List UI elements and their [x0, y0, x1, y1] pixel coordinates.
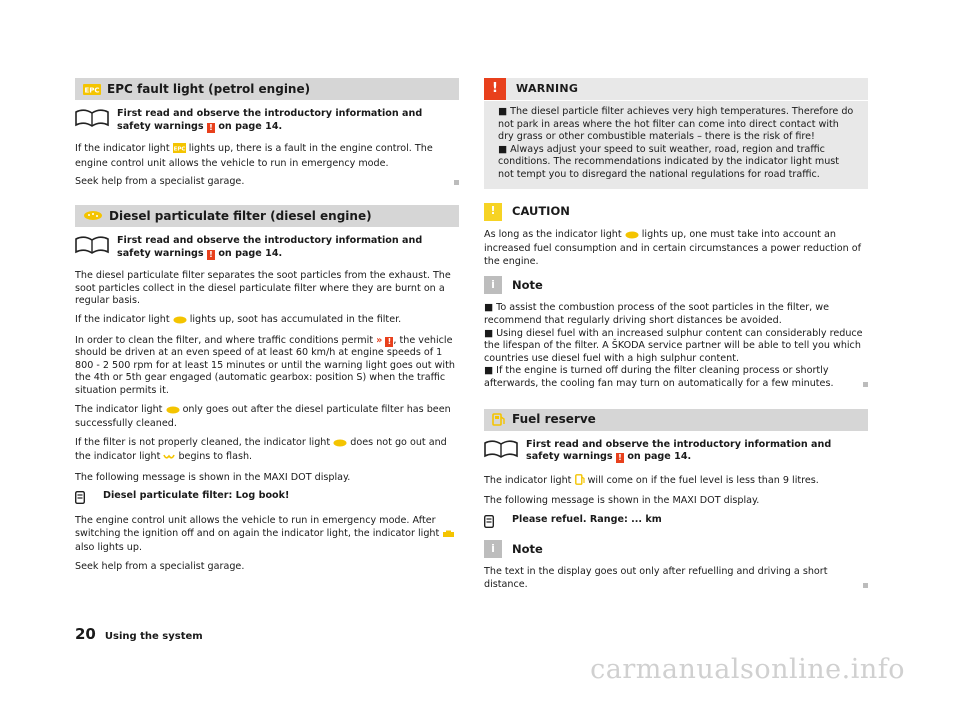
paragraph: In order to clean the filter, and where traffic conditions permit » ! , the vehicle should be driven at an even speed of at least 60 km/h at engine speeds of 1 800 - 2 500 rpm for at least 15 minutes or until the warning light goes out with the 4th or 5th gear engaged (automatic gearbox: position S) when the traffic situation permits it. — [75, 334, 455, 396]
warning-bullet: ■ Always adjust your speed to suit weather, road, region and traffic conditions. The recommendations indicated by the indicator light must not tempt you to disregard the national regulations for road traffic. — [498, 143, 840, 180]
caution-header — [484, 203, 868, 221]
dpf-indicator-icon — [333, 439, 347, 452]
display-message-icon — [75, 490, 89, 509]
watermark: carmanualsonline.info — [590, 654, 905, 685]
warning-body — [484, 101, 868, 189]
read-first-notice-epc — [75, 108, 459, 133]
fuel-pump-icon — [492, 413, 506, 426]
book-icon — [484, 440, 518, 464]
display-message-text: Diesel particulate filter: Log book! — [103, 490, 290, 502]
continue-arrow-icon[interactable]: » — [376, 334, 383, 346]
maxi-dot-message — [484, 514, 868, 533]
info-icon: i — [484, 540, 502, 558]
paragraph: The following message is shown in the MAXI DOT display. — [484, 495, 760, 507]
exclamation-icon: ! — [484, 78, 506, 100]
note-title: Note — [512, 542, 543, 557]
info-icon: i — [484, 276, 502, 294]
section-header-dpf — [75, 205, 459, 227]
dpf-indicator-icon — [166, 406, 180, 419]
display-message-text: Please refuel. Range: ... km — [512, 513, 662, 525]
warning-bullet: ■ The diesel particle filter achieves very high temperatures. Therefore do not park in areas where the hot filter can come into direct contact with dry grass or other combustible materials – there is the risk of fire! — [498, 106, 854, 143]
paragraph: The following message is shown in the MAXI DOT display. — [75, 471, 351, 483]
book-icon — [75, 109, 109, 133]
section-title-dpf: Diesel particulate filter (diesel engine) — [109, 208, 372, 223]
warning-title: WARNING — [516, 81, 579, 95]
paragraph: The diesel particulate filter separates the soot particles from the exhaust. The soot particles collect in the diesel particulate filter where they are burnt on a regular basis. — [75, 270, 451, 307]
note-paragraph: The text in the display goes out only after refuelling and driving a short distance. — [484, 566, 868, 591]
note-title: Note — [512, 278, 543, 293]
page-footer — [75, 625, 203, 644]
warning-ref-icon: ! — [207, 250, 215, 260]
paragraph: The engine control unit allows the vehicle to run in emergency mode. After switching the ignition off and on again the indicator light, the indicator light also lights up. — [75, 515, 459, 555]
diesel-particulate-filter-icon — [83, 210, 103, 221]
warning-ref-icon[interactable]: ! — [385, 337, 393, 347]
warning-box — [484, 78, 868, 189]
paragraph: The indicator light will come on if the fuel level is less than 9 litres. — [484, 474, 868, 490]
dpf-indicator-icon — [625, 231, 639, 244]
section-end-mark — [454, 180, 459, 185]
note-bullet: ■ If the engine is turned off during the filter cleaning process or shortly afterwards, the cooling fan may turn on automatically for a few minutes. — [484, 365, 868, 390]
dpf-indicator-icon — [173, 316, 187, 329]
paragraph: Seek help from a specialist garage. — [75, 176, 459, 189]
fuel-indicator-icon — [575, 474, 585, 490]
paragraph: If the indicator light EPC lights up, there is a fault in the engine control. The engine control unit allows the vehicle to run in emergency mode. — [75, 143, 433, 169]
glow-plug-indicator-icon — [163, 453, 175, 466]
caution-paragraph: As long as the indicator light lights up, one must take into account an increased fuel consumption and in certain circumstances a power reduction of the engine. — [484, 228, 861, 267]
svg-text:EPC: EPC — [173, 146, 186, 153]
warning-ref-icon: ! — [207, 123, 215, 133]
paragraph: If the indicator light lights up, soot has accumulated in the filter. — [75, 314, 459, 329]
note-header — [484, 540, 868, 558]
epc-indicator-icon — [173, 143, 186, 158]
book-icon — [75, 236, 109, 260]
read-first-text[interactable]: First read and observe the introductory information and safety warnings ! on page 14. — [117, 234, 423, 259]
section-title-fuel: Fuel reserve — [512, 412, 596, 427]
section-end-mark — [863, 583, 868, 588]
page-number: 20 — [75, 625, 96, 643]
epc-icon — [83, 84, 101, 95]
engine-indicator-icon — [442, 529, 455, 543]
section-title-epc: EPC fault light (petrol engine) — [107, 81, 311, 96]
section-header-fuel — [484, 409, 868, 431]
left-column — [75, 78, 459, 579]
read-first-text[interactable]: First read and observe the introductory information and safety warnings ! on page 14. — [526, 438, 832, 463]
paragraph: If the filter is not properly cleaned, the indicator light does not go out and the indicator light begins to flash. — [75, 437, 459, 466]
note-bullet: ■ To assist the combustion process of the soot particles in the filter, we recommend that regularly driving short distances be avoided. — [484, 302, 830, 326]
section-end-mark — [863, 382, 868, 387]
note-header — [484, 276, 868, 294]
warning-box-header — [484, 78, 868, 101]
note-bullets — [484, 302, 868, 390]
caution-icon: ! — [484, 203, 502, 221]
svg-text:EPC: EPC — [84, 86, 100, 94]
right-column — [484, 78, 868, 598]
section-header-epc — [75, 78, 459, 100]
caution-title: CAUTION — [512, 204, 570, 219]
note-bullet: ■ Using diesel fuel with an increased sulphur content can considerably reduce the lifespan of the filter. A ŠKODA service partner will be able to tell you which countries use diesel fuel with a high sulphur content. — [484, 327, 863, 364]
read-first-notice-dpf — [75, 235, 459, 260]
read-first-text[interactable]: First read and observe the introductory information and safety warnings ! on page 14. — [117, 108, 423, 132]
paragraph: The indicator light only goes out after the diesel particulate filter has been successfully cleaned. — [75, 403, 451, 430]
read-first-notice-fuel — [484, 439, 868, 464]
warning-ref-icon: ! — [616, 453, 624, 463]
paragraph: Seek help from a specialist garage. — [75, 560, 245, 572]
page-chapter-title: Using the system — [104, 631, 203, 642]
maxi-dot-message — [75, 490, 459, 509]
display-message-icon — [484, 514, 498, 533]
